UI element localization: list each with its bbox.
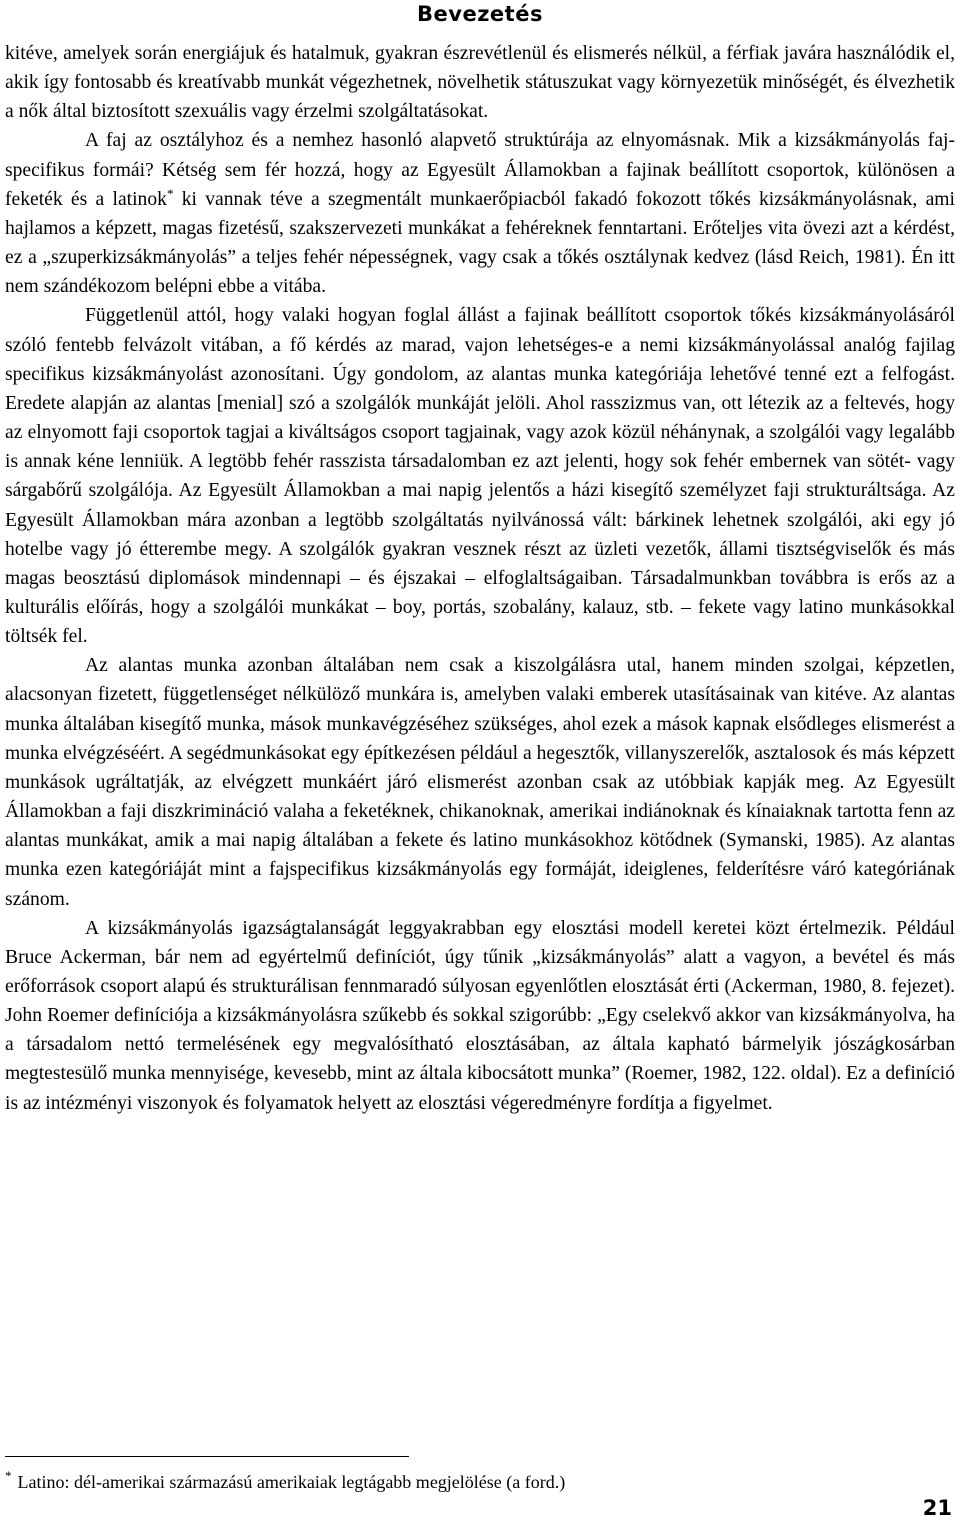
footnote [5, 1470, 905, 1494]
footnote-reference[interactable]: * [166, 185, 174, 201]
paragraph-2-part-b: ki vannak téve a szegmentált munkaerőpiacból fakadó fokozott tőkés kizsákmányolásnak, ami hajlamos a képzett, magas fizetésű, szakszervezeti munkákat a fehéreknek fenntartani. Erőteljes vita övezi azt a kérdést, ez a „szuperkizsákmányolás” a teljes fehér népességnek, vagy csak a tőkés osztálynak kedvez (lásd Reich, 1981). Én itt nem szándékozom belépni ebbe a vitába. [5, 188, 955, 298]
body-text [5, 39, 955, 1118]
running-header: Bevezetés [417, 2, 543, 26]
paragraph-5: A kizsákmányolás igazságtalanságát leggyakrabban egy elosztási modell keretei közt értelmezik. Például Bruce Ackerman, bár nem ad egyértelmű definíciót, úgy tűnik „kizsákmányolás” alatt a vagyon, a bevétel és más erőforrások csoport alapú és strukturálisan fennmaradó súlyosan egyenlőtlen elosztását érti (Ackerman, 1980, 8. fejezet). John Roemer definíciója a kizsákmányolásra szűkebb és sokkal szigorúbb: „Egy cselekvő akkor van kizsákmányolva, ha a társadalom nettó termelésének egy megvalósítható elosztásában, az általa kapható bármelyik jószágkosárban megtestesülő munka mennyisége, kevesebb, mint az általa kibocsátott munka” (Roemer, 1982, 122. oldal). Ez a definíció is az intézményi viszonyok és folyamatok helyett az elosztási végeredményre fordítja a figyelmet. [5, 917, 955, 1114]
paragraph-1: kitéve, amelyek során energiájuk és hatalmuk, gyakran észrevétlenül és elismerés nélkül, a férfiak javára használódik el, akik így fontosabb és kreatívabb munkát végezhetnek, növelhetik státuszukat vagy környezetük minőségét, és élvezhetik a nők által biztosított szexuális vagy érzelmi szolgáltatásokat. [5, 43, 955, 123]
paragraph-3: Függetlenül attól, hogy valaki hogyan foglal állást a fajinak beállított csoportok tőkés kizsákmányolásáról szóló fentebb felvázolt vitában, a fő kérdés az marad, vajon lehetséges-e a nemi kizsákmányolással analóg fajilag specifikus kizsákmányolást azonosítani. Úgy gondolom, az alantas munka kategóriája lehetővé tenné ezt a felfogást. Eredete alapján az alantas [menial] szó a szolgálók munkáját jelöli. Ahol rasszizmus van, ott létezik az a feltevés, hogy az elnyomott faji csoportok tagjai a kiváltságos csoport tagjainak, vagy azok közül néhánynak, a szolgálói vagy legalább is annak kéne lenniük. A legtöbb fehér rasszista társadalomban ez azt jelenti, hogy sok fehér embernek van sötét- vagy sárgabőrű szolgálója. Az Egyesült Államokban a mai napig jelentős a házi kisegítő személyzet faji strukturáltsága. Az Egyesült Államokban mára azonban a legtöbb szolgáltatás nyilvánossá vált: bárkinek lehetnek szolgálói, aki egy jó hotelbe vagy jó étterembe megy. A szolgálók gyakran vesznek részt az üzleti vezetők, állami tisztségviselők és más magas beosztású diplomások mindennapi – és éjszakai – elfoglaltságaiban. Társadalmunkban továbbra is erős az a kulturális előírás, hogy a szolgálói munkákat – boy, portás, szobalány, kalauz, stb. – fekete vagy latino munkásokkal töltsék fel. [5, 305, 955, 648]
page-number: 21 [922, 1496, 952, 1520]
footnote-text: Latino: dél-amerikai származású amerikaiak legtágabb megjelölése (a ford.) [17, 1472, 566, 1492]
footnote-divider [5, 1456, 409, 1457]
paragraph-2-part-a: A faj az osztályhoz és a nemhez hasonló alapvető struktúrája az elnyomásnak. Mik a kizsákmányolás faj-specifikus formái? Kétség sem fér hozzá, hogy az Egyesült Államokban a fajinak beállított csoportok, különösen a feketék és a latinok [5, 130, 955, 210]
paragraph-2 [5, 126, 955, 301]
footnote-mark: * [5, 1468, 12, 1483]
paragraph-4: Az alantas munka azonban általában nem csak a kiszolgálásra utal, hanem minden szolgai, képzetlen, alacsonyan fizetett, függetlenséget nélkülöző munkára is, amelyben valaki emberek utasításainak van kitéve. Az alantas munka általában kisegítő munka, mások munkavégzéséhez szükséges, ahol ezek a mások kapnak elsődleges elismerést a munka elvégzéséért. A segédmunkásokat egy építkezésen például a hegesztők, villanyszerelők, asztalosok és más képzett munkások ugráltatják, az elvégzett munkáért járó elismerést azonban csak az utóbbiak kapják meg. Az Egyesült Államokban a faji diszkrimináció valaha a feketéknek, chikanoknak, amerikai indiánoknak és kínaiaknak tartotta fenn az alantas munkákat, amik a mai napig általában a fekete és latino munkásokhoz kötődnek (Symanski, 1985). Az alantas munka ezen kategóriáját mint a fajspecifikus kizsákmányolás egy formáját, ideiglenes, felderítésre váró kategóriának szánom. [5, 655, 955, 910]
